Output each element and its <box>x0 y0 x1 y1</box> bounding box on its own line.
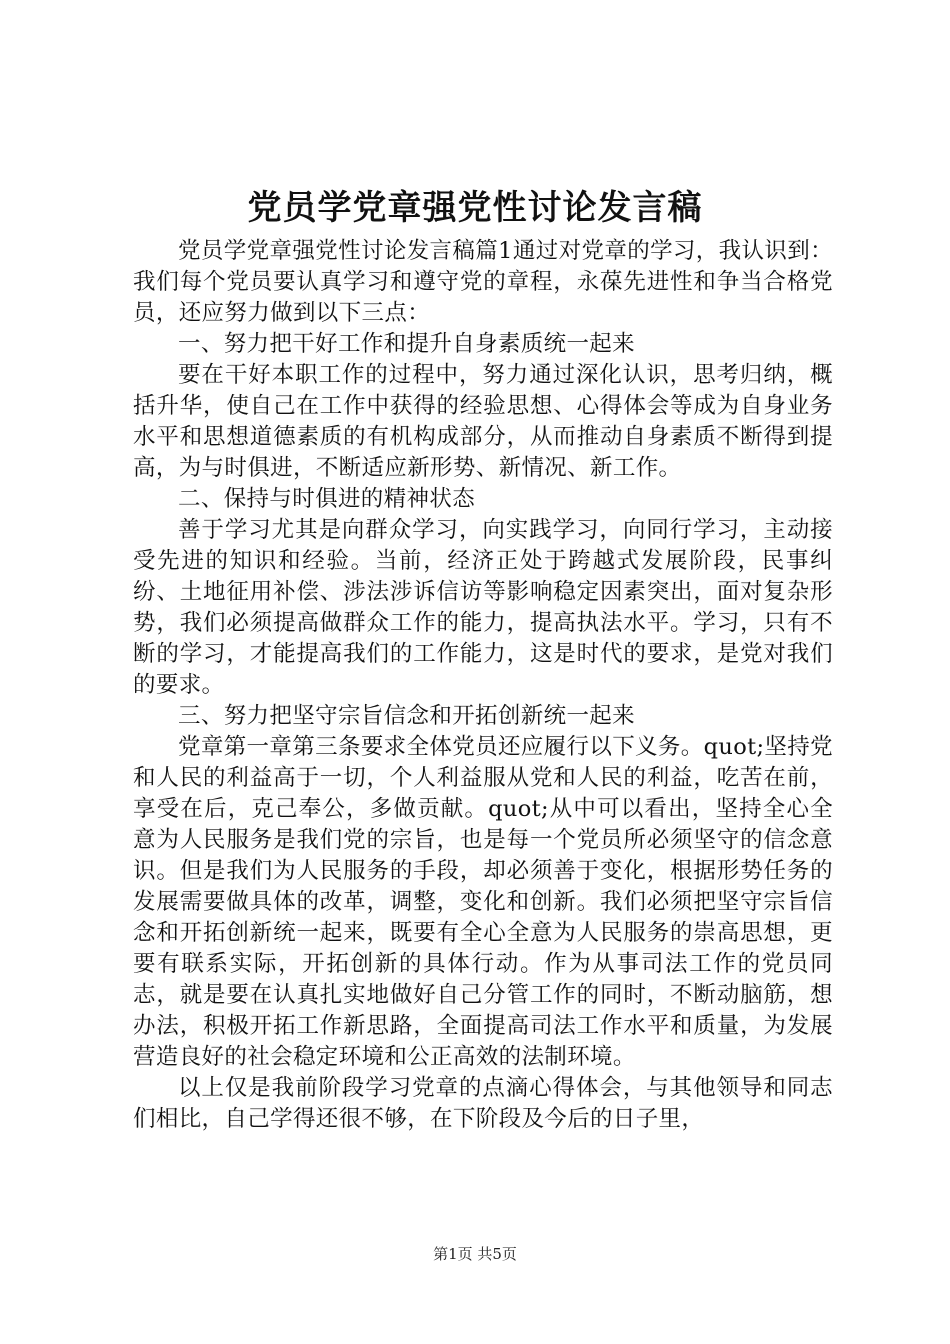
paragraph-section-3: 党章第一章第三条要求全体党员还应履行以下义务。quot;坚持党和人民的利益高于一切，个人利益服从党和人民的利益，吃苦在前，享受在后，克己奉公，多做贡献。quot;从中可以看出，坚持全心全意为人民服务是我们党的宗旨，也是每一个党员所必须坚守的信念意识。但是我们为人民服务的手段，却必须善于变化，根据形势任务的发展需要做具体的改革，调整，变化和创新。我们必须把坚守宗旨信念和开拓创新统一起来，既要有全心全意为人民服务的崇高思想，更要有联系实际，开拓创新的具体行动。作为从事司法工作的党员同志，就是要在认真扎实地做好自己分管工作的同时，不断动脑筋，想办法，积极开拓工作新思路，全面提高司法工作水平和质量，为发展营造良好的社会稳定环境和公正高效的法制环境。 <box>133 734 833 1070</box>
paragraph-section-2: 善于学习尤其是向群众学习，向实践学习，向同行学习，主动接受先进的知识和经验。当前，经济正处于跨越式发展阶段，民事纠纷、土地征用补偿、涉法涉诉信访等影响稳定因素突出，面对复杂形势，我们必须提高做群众工作的能力，提高执法水平。学习，只有不断的学习，才能提高我们的工作能力，这是时代的要求，是党对我们的要求。 <box>133 517 833 698</box>
paragraph-conclusion: 以上仅是我前阶段学习党章的点滴心得体会，与其他领导和同志们相比，自己学得还很不够，在下阶段及今后的日子里， <box>133 1075 833 1132</box>
paragraph-intro: 党员学党章强党性讨论发言稿篇1通过对党章的学习，我认识到：我们每个党员要认真学习和遵守党的章程，永葆先进性和争当合格党员，还应努力做到以下三点： <box>133 238 833 326</box>
page-number: 第1页 共5页 <box>433 1245 517 1263</box>
document-title: 党员学党章强党性讨论发言稿 <box>247 188 703 228</box>
section-heading-3: 三、努力把坚守宗旨信念和开拓创新统一起来 <box>178 703 636 729</box>
section-heading-2: 二、保持与时俱进的精神状态 <box>178 486 476 512</box>
section-heading-1: 一、努力把干好工作和提升自身素质统一起来 <box>178 331 636 357</box>
paragraph-section-1: 要在干好本职工作的过程中，努力通过深化认识，思考归纳，概括升华，使自己在工作中获得的经验思想、心得体会等成为自身业务水平和思想道德素质的有机构成部分，从而推动自身素质不断得到提高，为与时俱进，不断适应新形势、新情况、新工作。 <box>133 362 833 481</box>
document-body <box>133 236 833 1135</box>
